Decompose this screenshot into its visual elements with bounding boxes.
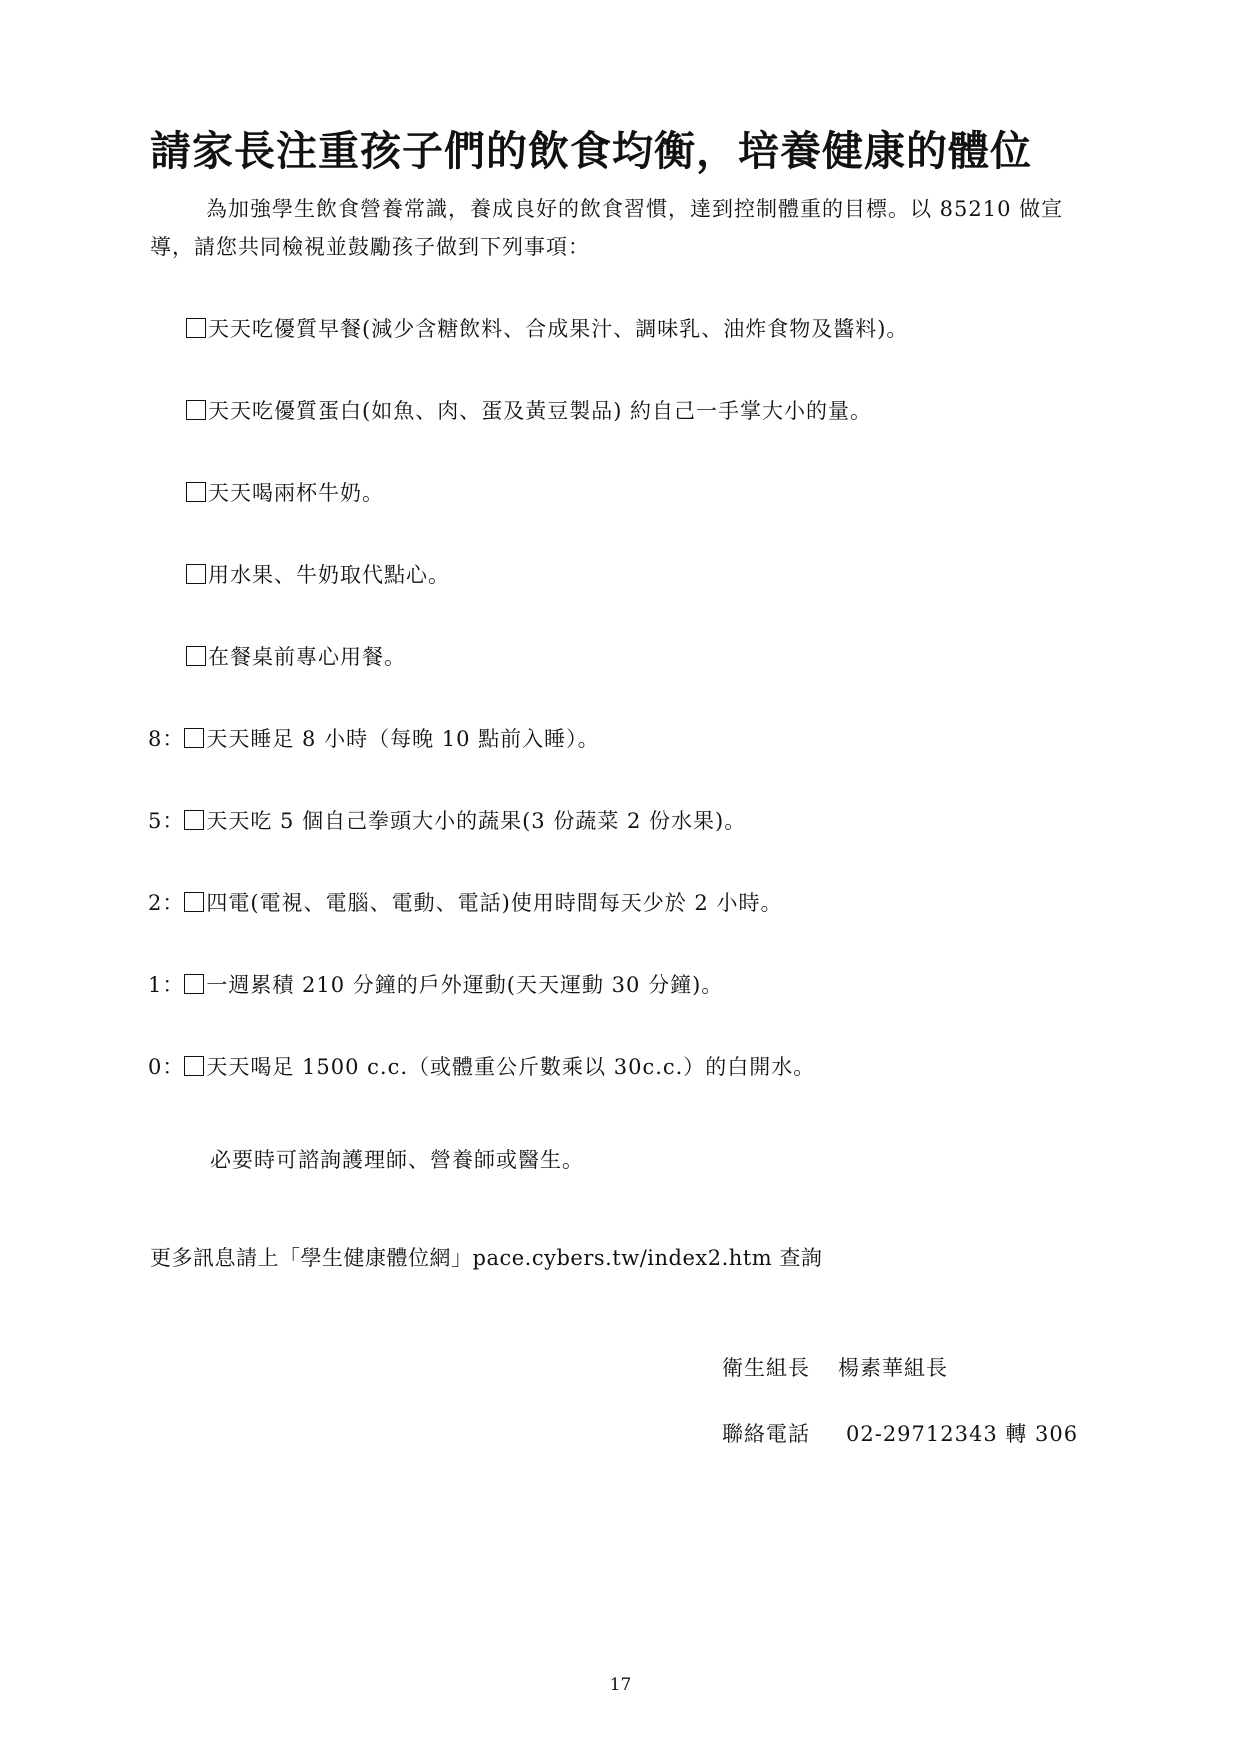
more-info-text: 更多訊息請上「學生健康體位網」pace.cybers.tw/index2.htm 查詢 xyxy=(150,1246,823,1270)
signature-line xyxy=(722,1352,948,1382)
page-title: 請家長注重孩子們的飲食均衡，培養健康的體位 xyxy=(150,127,1032,175)
checklist-item-number: 1： xyxy=(148,973,185,997)
checkbox-icon[interactable] xyxy=(184,892,204,912)
checklist-item xyxy=(148,1051,815,1081)
checkbox-icon[interactable] xyxy=(186,564,206,584)
intro-paragraph: 為加強學生飲食營養常識，養成良好的飲食習慣，達到控制體重的目標。以 85210 做宣導，請您共同檢視並鼓勵孩子做到下列事項： xyxy=(150,197,1064,259)
checkbox-icon[interactable] xyxy=(184,974,204,994)
checklist-item xyxy=(148,969,723,999)
checklist-item-number: 5： xyxy=(148,809,185,833)
checklist-item-text: 天天吃優質蛋白(如魚、肉、蛋及黃豆製品) 約自己一手掌大小的量。 xyxy=(208,399,873,423)
phone-number: 02-29712343 轉 306 xyxy=(846,1422,1079,1446)
checklist-item-text: 天天喝兩杯牛奶。 xyxy=(208,481,384,505)
checklist-item-number: 2： xyxy=(148,891,185,915)
checklist-item-text: 天天喝足 1500 c.c.（或體重公斤數乘以 30c.c.）的白開水。 xyxy=(206,1055,816,1079)
page-number: 17 xyxy=(609,1675,632,1695)
checklist-item-number: 0： xyxy=(148,1055,185,1079)
checklist-item-text: 用水果、牛奶取代點心。 xyxy=(208,563,450,587)
checkbox-icon[interactable] xyxy=(186,400,206,420)
checklist-item xyxy=(186,559,450,589)
checklist-item xyxy=(186,395,872,425)
checklist-item xyxy=(148,723,600,753)
checklist-item-text: 天天睡足 8 小時（每晚 10 點前入睡）。 xyxy=(206,727,600,751)
checkbox-icon[interactable] xyxy=(184,810,204,830)
checklist-item xyxy=(186,641,406,671)
checklist-item-text: 在餐桌前專心用餐。 xyxy=(208,645,406,669)
phone-label: 聯絡電話 xyxy=(722,1422,810,1446)
checkbox-icon[interactable] xyxy=(186,482,206,502)
checkbox-icon[interactable] xyxy=(184,1056,204,1076)
consult-note: 必要時可諮詢護理師、營養師或醫生。 xyxy=(210,1148,584,1172)
checklist-item xyxy=(148,887,782,917)
checklist-item-text: 一週累積 210 分鐘的戶外運動(天天運動 30 分鐘)。 xyxy=(206,973,724,997)
signature-role: 衛生組長 xyxy=(722,1356,810,1380)
checklist-item-text: 四電(電視、電腦、電動、電話)使用時間每天少於 2 小時。 xyxy=(206,891,783,915)
checklist-item xyxy=(186,477,384,507)
signature-name: 楊素華組長 xyxy=(838,1356,948,1380)
checkbox-icon[interactable] xyxy=(186,646,206,666)
checklist-item-text: 天天吃 5 個自己拳頭大小的蔬果(3 份蔬菜 2 份水果)。 xyxy=(206,809,747,833)
checkbox-icon[interactable] xyxy=(186,318,206,338)
checkbox-icon[interactable] xyxy=(184,728,204,748)
checklist-item xyxy=(186,313,908,343)
checklist-item-text: 天天吃優質早餐(減少含糖飲料、合成果汁、調味乳、油炸食物及醬料)。 xyxy=(208,317,909,341)
checklist-item-number: 8： xyxy=(148,727,185,751)
checklist-item xyxy=(148,805,746,835)
contact-line xyxy=(722,1418,1078,1448)
